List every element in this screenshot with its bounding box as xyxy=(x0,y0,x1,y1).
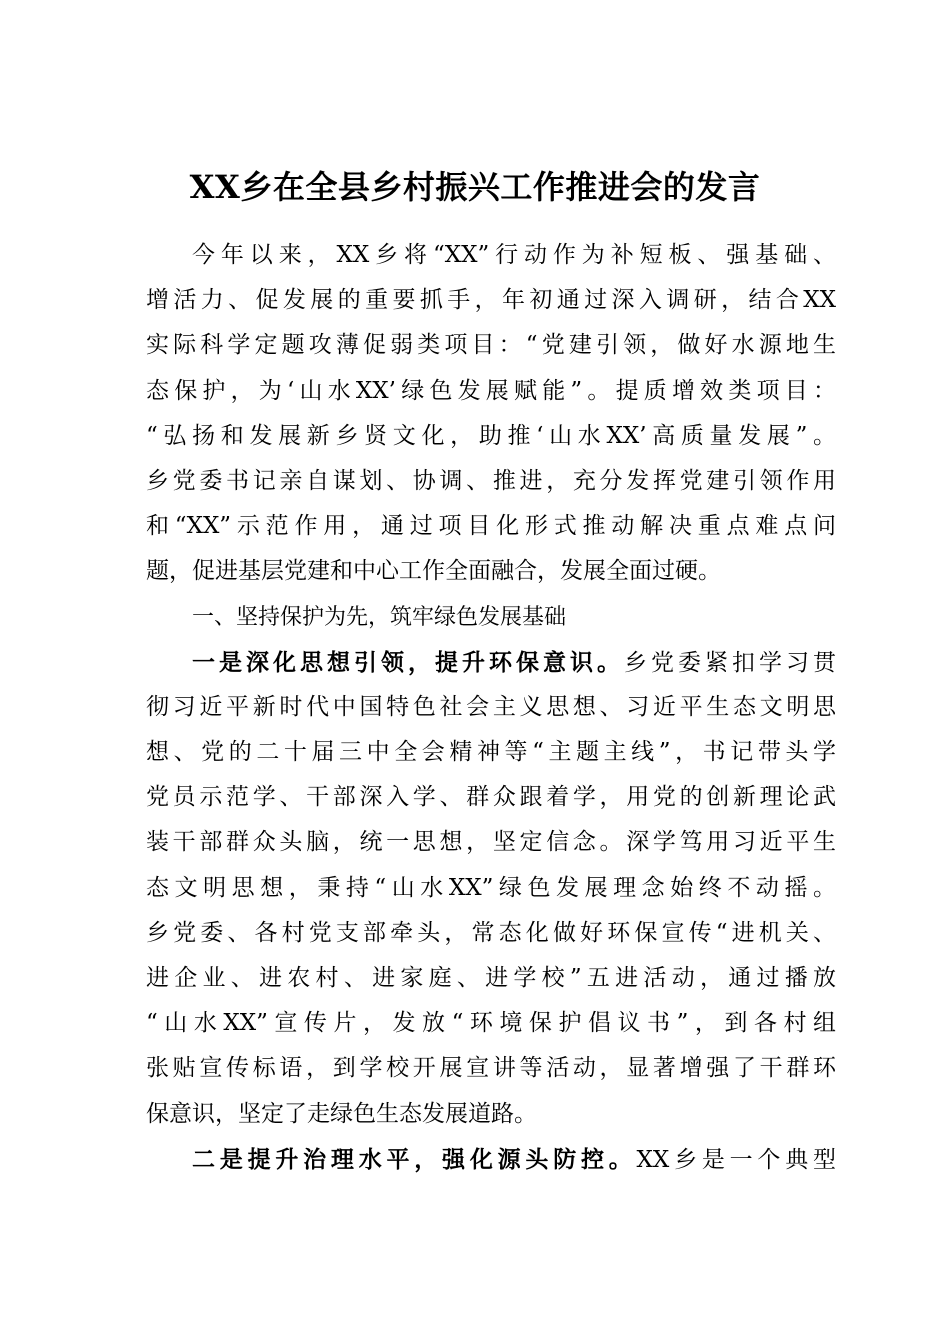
text-line: 态文明思想，秉持“山水XX”绿色发展理念始终不动摇。 xyxy=(146,874,836,901)
text-line: 增活力、促发展的重要抓手，年初通过深入调研，结合XX xyxy=(146,287,836,314)
text-line: 进企业、进农村、进家庭、进学校”五进活动，通过播放 xyxy=(146,965,836,991)
text-line: “山水XX”宣传片，发放“环境保护倡议书”，到各村组 xyxy=(146,1010,836,1037)
paragraph-thought-leadership xyxy=(146,640,836,1137)
text-span: XX乡是一个典型 xyxy=(636,1146,836,1173)
paragraph-lead: 一是深化思想引领，提升环保意识。 xyxy=(192,648,624,676)
text-span: 乡党委紧扣学习贯 xyxy=(624,649,836,676)
text-line: 乡党委书记亲自谋划、协调、推进，充分发挥党建引领作用 xyxy=(146,467,836,494)
text-line: 装干部群众头脑，统一思想，坚定信念。深学笃用习近平生 xyxy=(146,829,836,856)
document-title: XX乡在全县乡村振兴工作推进会的发言 xyxy=(189,168,761,206)
text-line: 和“XX”示范作用，通过项目化形式推动解决重点难点问 xyxy=(146,513,836,540)
text-line: 张贴宣传标语，到学校开展宣讲等活动，显著增强了干群环 xyxy=(146,1055,836,1082)
text-line: 想、党的二十届三中全会精神等“主题主线”，书记带头学 xyxy=(146,739,836,766)
paragraph-lead: 二是提升治理水平，强化源头防控。 xyxy=(192,1145,637,1173)
text-line: 党员示范学、干部深入学、群众跟着学，用党的创新理论武 xyxy=(146,784,836,811)
paragraph-governance xyxy=(146,1137,836,1182)
text-line: 乡党委、各村党支部牵头，常态化做好环保宣传“进机关、 xyxy=(146,919,836,946)
section-heading: 一、坚持保护为先，筑牢绿色发展基础 xyxy=(192,604,567,630)
text-line: “弘扬和发展新乡贤文化，助推‘山水XX’高质量发展”。 xyxy=(146,422,836,449)
text-line: 态保护，为‘山水XX’绿色发展赋能”。提质增效类项目： xyxy=(146,377,836,404)
paragraph-intro xyxy=(146,233,836,595)
text-line: 彻习近平新时代中国特色社会主义思想、习近平生态文明思 xyxy=(146,693,836,720)
document-body xyxy=(146,233,836,1182)
text-line xyxy=(146,640,836,685)
text-line: 今年以来，XX乡将“XX”行动作为补短板、强基础、 xyxy=(192,242,836,268)
text-line xyxy=(146,1137,836,1182)
text-line: 实际科学定题攻薄促弱类项目：“党建引领，做好水源地生 xyxy=(146,332,836,359)
text-line: 题，促进基层党建和中心工作全面融合，发展全面过硬。 xyxy=(146,558,721,585)
text-line: 保意识，坚定了走绿色生态发展道路。 xyxy=(146,1100,537,1127)
